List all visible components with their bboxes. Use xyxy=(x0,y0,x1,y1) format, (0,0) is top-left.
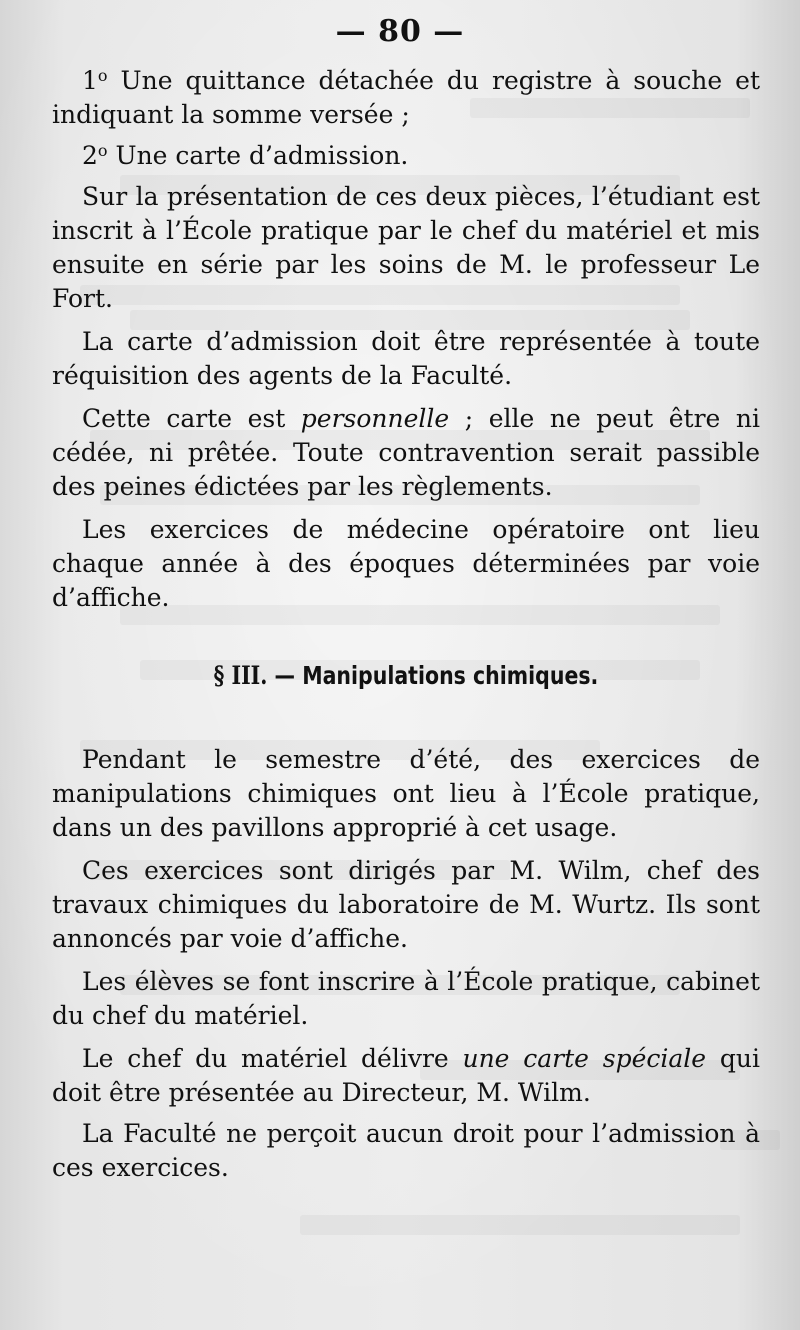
paragraph-direction-wilm: Ces exercices sont dirigés par M. Wilm, chef des travaux chimiques du laboratoire de M. Wurtz. Ils sont annoncés par voie d’affiche. xyxy=(52,856,760,953)
paragraph-medecine-operatoire: Les exercices de médecine opératoire ont lieu chaque année à des époques déterminées par voie d’affiche. xyxy=(52,515,760,612)
paragraph-carte-personnelle: Cette carte est personnelle ; elle ne peut être ni cédée, ni prêtée. Toute contravention serait passible des peines édictées par les règlements. xyxy=(52,404,760,501)
section-number: § III. xyxy=(213,661,268,690)
paragraph-inscription-eleves: Les élèves se font inscrire à l’École pratique, cabinet du chef du matériel. xyxy=(52,967,760,1030)
paragraph-droit-admission: La Faculté ne perçoit aucun droit pour l’admission à ces exercices. xyxy=(52,1119,760,1182)
paragraph-semestre-ete: Pendant le semestre d’été, des exercices de manipulations chimiques ont lieu à l’École pratique, dans un des pavillons approprié à cet usage. xyxy=(52,745,760,842)
section-heading: § III. — Manipulations chimiques. xyxy=(213,661,599,690)
paragraph-inscription: Sur la présentation de ces deux pièces, l’étudiant est inscrit à l’École pratique par le chef du matériel et mis ensuite en série par les soins de M. le professeur Le Fort. xyxy=(52,182,760,313)
page-number: — 80 — xyxy=(335,14,465,49)
page-body xyxy=(52,64,760,1194)
section-title: Manipulations chimiques. xyxy=(302,661,599,690)
paragraph-item-1: 1$^o$ Une quittance détachée du registre à souche et indiquant la somme versée ; xyxy=(52,66,760,129)
paragraph-carte-admission: La carte d’admission doit être représentée à toute réquisition des agents de la Faculté. xyxy=(52,327,760,390)
paragraph-item-2: 2$^o$ Une carte d’admission. xyxy=(82,141,409,170)
paragraph-carte-speciale: Le chef du matériel délivre une carte spéciale qui doit être présentée au Directeur, M. Wilm. xyxy=(52,1044,760,1107)
